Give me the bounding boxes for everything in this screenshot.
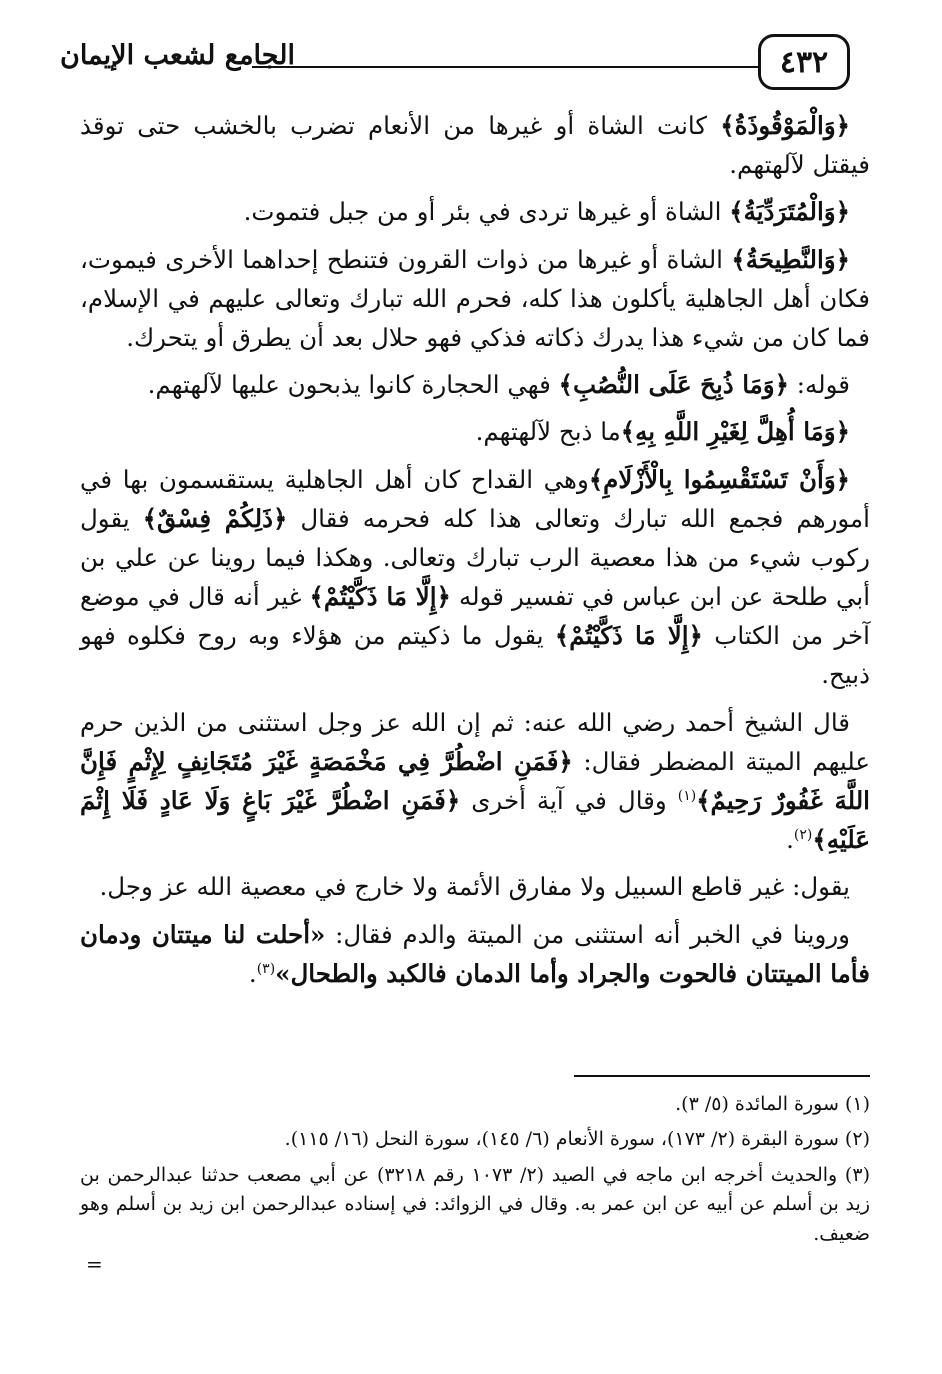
paragraph-hadith: [80, 915, 870, 993]
header-rule: [252, 66, 758, 68]
quran-quote: ﴿ذَلِكُمْ فِسْقٌ﴾: [142, 503, 288, 533]
paragraph-text: .: [786, 825, 794, 855]
footnote-ref-3[interactable]: (٣): [256, 960, 276, 977]
footnote-1: (١) سورة المائدة (٥/ ٣).: [675, 1093, 870, 1115]
footnote-2: (٢) سورة البقرة (٢/ ١٧٣)، سورة الأنعام (٦/ ١٤٥)، سورة النحل (١٦/ ١١٥).: [284, 1128, 870, 1151]
quran-quote: ﴿وَمَا أُهِلَّ لِغَيْرِ اللَّهِ بِهِ﴾: [620, 417, 850, 447]
paragraph-mutaraddiya: [80, 192, 870, 231]
page-number: ٤٣٢: [758, 34, 850, 90]
footnotes: [80, 1090, 870, 1255]
footnote-ref-1[interactable]: (١): [677, 787, 697, 804]
paragraph-text: الشاة أو غيرها من ذوات القرون فتنطح إحداهما الأخرى فيموت، فكان أهل الجاهلية يأكلون هذا كله، فحرم الله تبارك وتعالى عليهم في الإسلام، فما كان من شيء هذا يدرك ذكاته فذكي فهو حلال بعد أن يطرق أو يتحرك.: [80, 244, 870, 352]
quran-quote: ﴿وَأَنْ تَسْتَقْسِمُوا بِالْأَزْلَامِ﴾: [588, 464, 851, 494]
quran-quote: ﴿وَالْمَوْقُوذَةُ﴾: [720, 111, 850, 140]
footnote-separator: [574, 1075, 870, 1077]
paragraph-text: يقول ما ذكيتم من هؤلاء وبه روح فكلوه فهو ذبيح.: [80, 621, 870, 690]
paragraph-explanation: [80, 867, 870, 906]
quran-quote: ﴿وَالْمُتَرَدِّيَةُ﴾: [729, 197, 850, 227]
paragraph-text: غير أنه قال في موضع آخر من الكتاب: [80, 582, 870, 651]
paragraph-text: كانت الشاة أو غيرها من الأنعام تضرب بالخشب حتى توقذ فيقتل لآلهتهم.: [80, 111, 870, 180]
quran-quote: ﴿فَمَنِ اضْطُرَّ غَيْرَ بَاغٍ وَلَا عَادٍ فَلَا إِثْمَ عَلَيْهِ﴾: [80, 786, 870, 855]
paragraph-lead: وروينا في الخبر أنه استثنى من الميتة والدم فقال:: [325, 919, 850, 949]
quran-quote: ﴿إِلَّا مَا ذَكَّيْتُمْ﴾: [309, 582, 451, 612]
paragraph-azlam: [80, 460, 870, 695]
quran-quote: ﴿وَالنَّطِيحَةُ﴾: [731, 244, 850, 274]
paragraph-text: يقول ركوب شيء من هذا معصية الرب تبارك وتعالى. وهكذا فيما روينا عن علي بن أبي طلحة عن ابن عباس في تفسير قوله: [80, 503, 871, 612]
quran-quote: ﴿إِلَّا مَا ذَكَّيْتُمْ﴾: [554, 621, 703, 651]
page-header: [60, 28, 850, 98]
paragraph-uhilla: [80, 412, 870, 451]
paragraph-lead: قوله:: [788, 370, 850, 400]
paragraph-text: ما ذبح لآلهتهم.: [475, 417, 621, 447]
paragraph-text: وهي القداح كان أهل الجاهلية يستقسمون بها في أمورهم فجمع الله تبارك وتعالى هذا كله فحرمه فقال: [80, 464, 870, 533]
footnote-ref-2[interactable]: (٢): [793, 827, 813, 844]
paragraph-text: .: [248, 958, 257, 988]
paragraph-natiha: [80, 240, 870, 358]
continuation-mark: =: [86, 1252, 103, 1276]
paragraph-text: فهي الحجارة كانوا يذبحون عليها لآلهتهم.: [147, 370, 559, 400]
paragraph-nusub: [80, 365, 870, 404]
paragraph-mudtarr: [80, 703, 870, 860]
paragraph-text: يقول: غير قاطع السبيل ولا مفارق الأئمة ولا خارج في معصية الله عز وجل.: [99, 872, 850, 902]
paragraph-lead: قال الشيخ أحمد رضي الله عنه: ثم إن الله عز وجل استثنى من الذين حرم عليهم الميتة المضطر فقال:: [80, 707, 870, 776]
quran-quote: ﴿فَمَنِ اضْطُرَّ فِي مَخْمَصَةٍ غَيْرَ مُتَجَانِفٍ لِإِثْمٍ فَإِنَّ اللَّهَ غَفُورٌ رَحِيمٌ﴾: [80, 746, 870, 815]
footnote-3: (٣) والحديث أخرجه ابن ماجه في الصيد (٢/ ١٠٧٣ رقم ٣٢١٨) عن أبي مصعب حدثنا عبدالرحمن بن زيد بن أسلم عن أبيه عن ابن عمر به. وقال في الزوائد: في إسناده عبدالرحمن ابن زيد بن أسلم وهو ضعيف.: [80, 1163, 870, 1245]
book-title: الجامع لشعب الإيمان: [60, 40, 295, 71]
main-text: [80, 106, 870, 1001]
paragraph-mawquudha: [80, 106, 870, 184]
paragraph-text: الشاة أو غيرها تردى في بئر أو من جبل فتموت.: [243, 197, 730, 227]
quran-quote: ﴿وَمَا ذُبِحَ عَلَى النُّصُبِ﴾: [558, 370, 789, 400]
hadith-quote: «أحلت لنا ميتتان ودمان فأما الميتتان فالحوت والجراد وأما الدمان فالكبد والطحال»: [80, 919, 870, 988]
paragraph-text: وقال في آية أخرى: [460, 786, 678, 815]
